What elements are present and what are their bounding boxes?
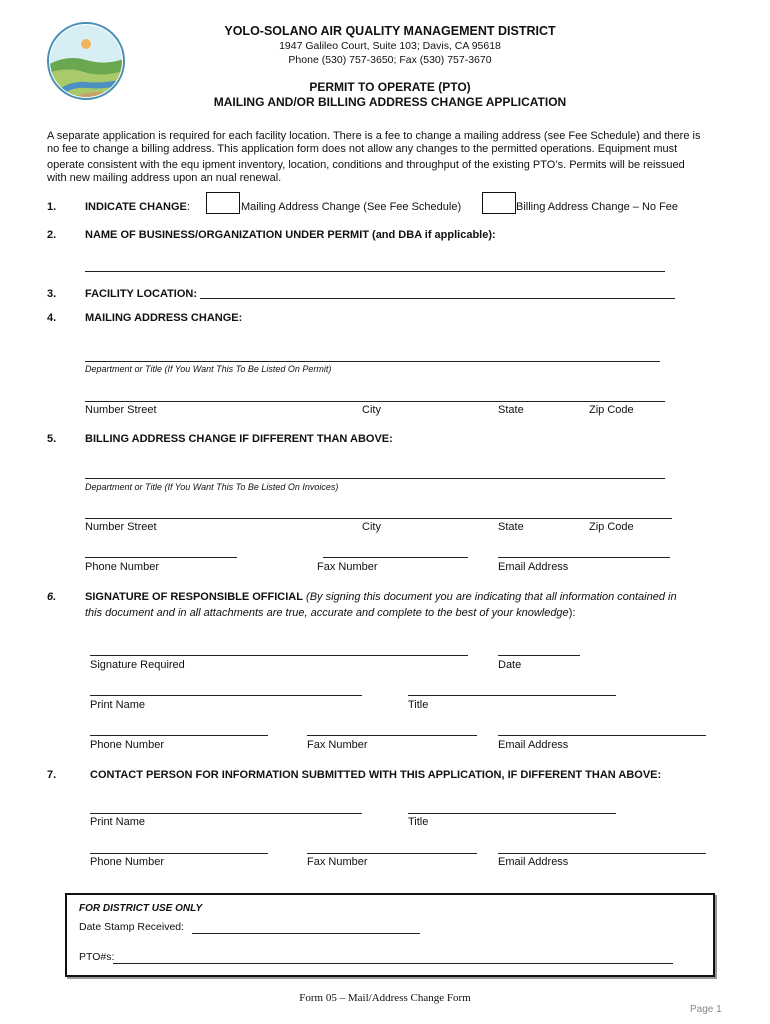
title-caption: Title <box>408 699 429 711</box>
zip-caption: Zip Code <box>589 404 634 416</box>
fax-caption: Fax Number <box>317 561 378 573</box>
section-number: 7. <box>47 769 57 781</box>
billing-change-checkbox[interactable] <box>482 192 516 214</box>
page-number: Page 1 <box>690 1004 722 1015</box>
billing-fax-field[interactable] <box>323 557 468 558</box>
signature-note-line2 <box>85 607 575 619</box>
facility-location-label: FACILITY LOCATION: <box>85 288 198 300</box>
signature-note: (By signing this document you are indicating that all information contained in <box>302 591 677 603</box>
date-caption: Date <box>498 659 522 671</box>
mailing-address-label: MAILING ADDRESS CHANGE: <box>85 312 243 324</box>
title-caption: Title <box>408 816 429 828</box>
official-print-name-field[interactable] <box>90 695 362 696</box>
official-phone-field[interactable] <box>90 735 268 736</box>
print-name-caption: Print Name <box>90 816 146 828</box>
contact-email-field[interactable] <box>498 853 706 854</box>
district-use-box <box>65 893 715 977</box>
billing-address-label: BILLING ADDRESS CHANGE IF DIFFERENT THAN ABOVE: <box>85 433 393 445</box>
email-caption: Email Address <box>498 739 569 751</box>
signature-note-text: this document and in all attachments are true, accurate and complete to the best of your knowledge <box>85 607 569 619</box>
official-title-field[interactable] <box>408 695 616 696</box>
signature-heading-label: SIGNATURE OF RESPONSIBLE OFFICIAL <box>85 591 303 603</box>
agency-phone: Phone (530) 757-3650; Fax (530) 757-3670 <box>288 54 492 66</box>
contact-person-label: CONTACT PERSON FOR INFORMATION SUBMITTED WITH THIS APPLICATION, IF DIFFERENT THAN ABOVE: <box>90 769 662 781</box>
indicate-change-colon: : <box>186 201 190 213</box>
facility-location-field[interactable] <box>200 298 675 299</box>
phone-caption: Phone Number <box>85 561 159 573</box>
print-name-caption: Print Name <box>90 699 146 711</box>
official-email-field[interactable] <box>498 735 706 736</box>
state-caption: State <box>498 521 524 533</box>
fax-caption: Fax Number <box>307 856 368 868</box>
mailing-street-field[interactable] <box>85 401 665 402</box>
zip-caption: Zip Code <box>589 521 634 533</box>
mailing-change-checkbox[interactable] <box>206 192 240 214</box>
official-fax-field[interactable] <box>307 735 477 736</box>
business-name-field[interactable] <box>85 271 665 272</box>
section-number: 2. <box>47 229 57 241</box>
state-caption: State <box>498 404 524 416</box>
email-caption: Email Address <box>498 856 569 868</box>
contact-title-field[interactable] <box>408 813 616 814</box>
agency-address: 1947 Galileo Court, Suite 103; Davis, CA 95618 <box>279 40 501 52</box>
intro-line: with new mailing address upon an nual renewal. <box>47 172 282 184</box>
city-caption: City <box>362 404 381 416</box>
signature-heading <box>85 591 677 603</box>
contact-phone-field[interactable] <box>90 853 268 854</box>
section-number: 1. <box>47 201 57 213</box>
billing-department-caption: Department or Title (If You Want This To Be Listed On Invoices) <box>85 482 339 492</box>
section-number: 5. <box>47 433 57 445</box>
phone-caption: Phone Number <box>90 856 164 868</box>
billing-phone-field[interactable] <box>85 557 237 558</box>
email-caption: Email Address <box>498 561 569 573</box>
date-stamp-field[interactable] <box>192 933 420 934</box>
form-footer: Form 05 – Mail/Address Change Form <box>299 992 471 1004</box>
billing-change-label: Billing Address Change – No Fee <box>516 201 679 213</box>
business-name-label: NAME OF BUSINESS/ORGANIZATION UNDER PERMIT (and DBA if applicable): <box>85 229 496 241</box>
form-title-2: MAILING AND/OR BILLING ADDRESS CHANGE APPLICATION <box>213 95 567 109</box>
indicate-change-label <box>85 201 190 213</box>
billing-department-field[interactable] <box>85 478 665 479</box>
billing-street-field[interactable] <box>85 518 672 519</box>
intro-line: operate consistent with the equ ipment inventory, location, conditions and throughput of the existing PTO’s. Permits will be reissued <box>47 159 685 171</box>
contact-print-name-field[interactable] <box>90 813 362 814</box>
city-caption: City <box>362 521 381 533</box>
district-use-heading: FOR DISTRICT USE ONLY <box>79 903 203 914</box>
section-number: 6. <box>47 591 57 603</box>
mailing-change-label: Mailing Address Change (See Fee Schedule) <box>241 201 462 213</box>
mailing-department-caption: Department or Title (If You Want This To Be Listed On Permit) <box>85 364 332 374</box>
signature-caption: Signature Required <box>90 659 185 671</box>
pto-field[interactable] <box>113 963 673 964</box>
indicate-change-text: INDICATE CHANGE <box>85 201 187 213</box>
intro-line: no fee to change a billing address. This application form does not allow any changes to the permitted operations. Equipment must <box>47 143 678 155</box>
signature-date-field[interactable] <box>498 655 580 656</box>
contact-fax-field[interactable] <box>307 853 477 854</box>
date-stamp-label: Date Stamp Received: <box>79 921 185 933</box>
section-number: 4. <box>47 312 57 324</box>
intro-line: A separate application is required for each facility location. There is a fee to change a mailing address (see Fee Schedule) and there is <box>47 130 701 142</box>
phone-caption: Phone Number <box>90 739 164 751</box>
pto-label: PTO#s: <box>79 951 115 963</box>
form-title-1: PERMIT TO OPERATE (PTO) <box>309 80 471 94</box>
agency-name: YOLO-SOLANO AIR QUALITY MANAGEMENT DISTRICT <box>224 24 556 38</box>
number-street-caption: Number Street <box>85 521 157 533</box>
mailing-department-field[interactable] <box>85 361 660 362</box>
section-number: 3. <box>47 288 57 300</box>
billing-email-field[interactable] <box>498 557 670 558</box>
signature-note-end: ): <box>568 607 576 619</box>
intro-paragraph <box>47 130 727 185</box>
signature-field[interactable] <box>90 655 468 656</box>
district-logo <box>46 22 126 100</box>
fax-caption: Fax Number <box>307 739 368 751</box>
number-street-caption: Number Street <box>85 404 157 416</box>
